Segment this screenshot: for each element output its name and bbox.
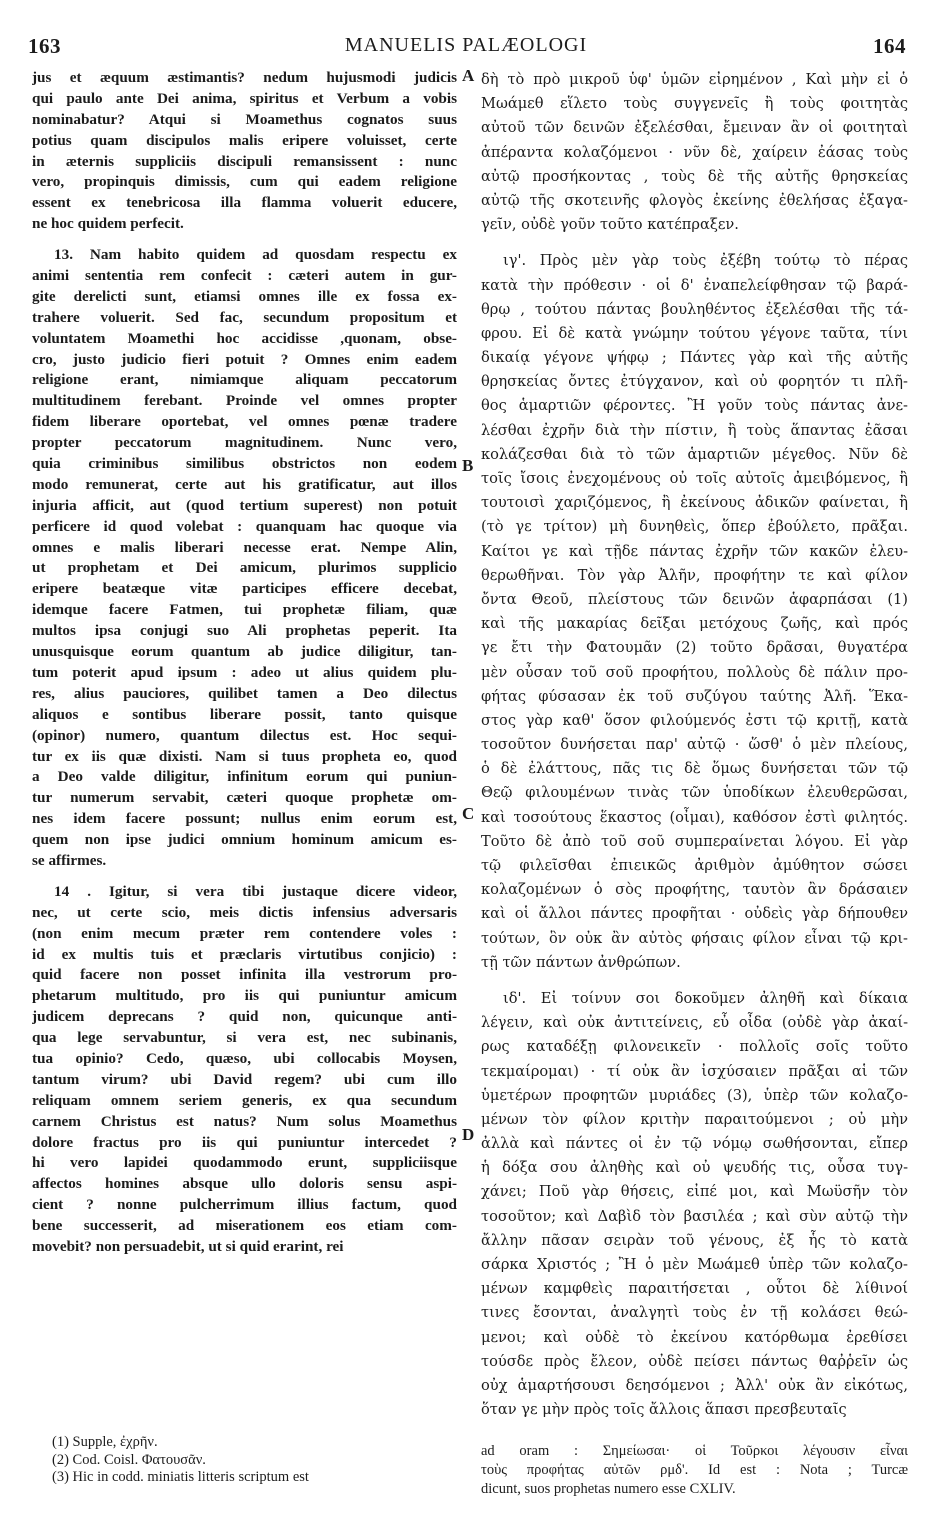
latin-text-line: fidem liberare oportebat, vel omnes pœnæ tradere bbox=[32, 413, 457, 431]
latin-text-line: unusquisque eorum quantum ab judice diligitur, tan- bbox=[32, 643, 457, 661]
greek-text-line: αὐτῷ προσήκοντας , τοὺς δὲ τῆς αὐτῆς θρησκείας bbox=[481, 167, 908, 185]
margin-letter-b: B bbox=[462, 456, 474, 475]
greek-text-line: μὲν οὖσαν τοῦ σοῦ προφήτου, πολλοὺς δὲ πάλιν προ- bbox=[481, 663, 908, 681]
latin-text-line: hi vero lapidei quodammodo erunt, suppliciisque bbox=[32, 1154, 457, 1172]
latin-text-line: eripere beatæque vitæ participes efficere decebat, bbox=[32, 580, 457, 598]
greek-text-line: στος γὰρ καθ' ὅσον φιλούμενός ἐστι τῷ κριτῇ, κατὰ bbox=[481, 711, 908, 729]
greek-text-line: χάνει; Ποῦ γὰρ θήσεις, εἰπέ μοι, καὶ Μωϋσῆν τὸν bbox=[481, 1183, 908, 1201]
latin-text-line: tua opinio? Cedo, quæso, ubi collocabis Moysen, bbox=[32, 1049, 457, 1067]
latin-text-line: judicem deprecans ? quid non, quicunque anti- bbox=[32, 1008, 457, 1026]
footnote: (3) Hic in codd. miniatis litteris scriptum est bbox=[52, 1469, 309, 1485]
running-title: MANUELIS PALÆOLOGI bbox=[344, 34, 588, 56]
marginal-note bbox=[481, 1442, 908, 1499]
latin-text-line: 14 . Igitur, si vera tibi justaque dicere videor, bbox=[54, 882, 457, 900]
latin-text-line: bene successerit, ad miserationem eos etiam com- bbox=[32, 1217, 457, 1235]
greek-text-line: τουτοισὶ χαριζόμενος, ἢ ἐκείνους ἀδικῶν φαίνεται, ἢ bbox=[481, 494, 908, 512]
greek-text-line: κολάζεσθαι διὰ τὸ τῶν ἁμαρτιῶν μέγεθος. Νῦν δὲ bbox=[481, 445, 908, 463]
greek-text-line: ἡ δόξα σου ἀληθὴς καὶ οὐ ψευδής τις, οὖσα τυγ- bbox=[481, 1159, 908, 1177]
greek-text-line: τοῖς ἴσοις ἐνεχομένους οὐ τοῖς αὐτοῖς ἀμειβόμενος, ἢ bbox=[481, 470, 908, 487]
greek-text-line: τοσοῦτον; καὶ Δαβὶδ τὸν βασιλέα ; καὶ σὺν αὐτῷ τὴν bbox=[481, 1207, 908, 1225]
latin-text-line: in æternis suppliciis discipuli remansissent : nunc bbox=[32, 152, 457, 170]
paragraph-gap bbox=[481, 975, 908, 987]
latin-text-line: idemque facere Fatmen, tui prophetæ filiam, quæ bbox=[32, 601, 457, 619]
footnotes bbox=[52, 1434, 309, 1487]
latin-text-line: cient ? nonne pulcherrimum illius factum, quod bbox=[32, 1196, 457, 1214]
greek-text-line: (τὸ γε τρίτον) μὴ δυνηθεὶς, ὅπερ ἐβούλετο, πρᾶξαι. bbox=[481, 518, 908, 536]
latin-text-line: cro, justo judicio fieri potuit ? Omnes enim eadem bbox=[32, 350, 457, 368]
latin-text-line: modo remunerat, certe aut his gratificatur, aut illos bbox=[32, 475, 457, 493]
note-line: dicunt, suos prophetas numero esse CXLIV. bbox=[481, 1481, 736, 1497]
greek-text-line: δὴ τὸ πρὸ μικροῦ ὑφ' ὑμῶν εἰρημένον , Καὶ μὴν εἰ ὁ bbox=[481, 71, 908, 88]
greek-text-line: θερωθῆναι. Τὸν γὰρ Ἀλῆν, προφήτην τε καὶ φίλον bbox=[481, 566, 908, 584]
latin-text-line: res, alius pauciores, quilibet tamen a Deo dilectus bbox=[32, 684, 457, 702]
greek-text-line: τινες ἔσονται, ἀναλγητὶ τοὺς ἐν τῇ κολάσει θεώ- bbox=[481, 1304, 908, 1322]
latin-text-line: gite derelicti sunt, etiamsi omnes ille ex fossa ex- bbox=[32, 287, 457, 305]
paragraph-gap bbox=[481, 237, 908, 249]
greek-text-line: ἀλλὰ καὶ πάντες οἱ ἐν τῷ νόμῳ σωθήσονται, εἴπερ bbox=[481, 1135, 908, 1153]
greek-text-line: οὐχ ἁμαρτήσουσι δεησόμενοι ; Ἀλλ' οὐκ ἂν εἰκότως, bbox=[481, 1376, 908, 1394]
greek-text-line: σάρκα Χριστός ; Ἢ ὁ μὲν Μωάμεθ ὑπὲρ τῶν κολαζο- bbox=[481, 1256, 908, 1273]
latin-text-line: reliquam omnem seriem generis, ex qua secundum bbox=[32, 1091, 457, 1109]
latin-text-line: jus et æquum æstimantis? nedum hujusmodi judicis bbox=[32, 69, 457, 86]
greek-text-line: δικαίᾳ γέγονε ψήφῳ ; Πάντες γὰρ καὶ τῆς αὐτῆς bbox=[481, 349, 908, 367]
greek-text-line: καὶ οἱ ἄλλοι πάντες προφῆται · οὐδεὶς γὰρ δήπουθεν bbox=[481, 905, 908, 923]
latin-text-line: quid facere non posset infinita illa vestrorum pro- bbox=[32, 966, 457, 984]
greek-column bbox=[481, 68, 908, 1422]
latin-text-line: religione erant, nimiamque aliquam peccatorum bbox=[32, 371, 457, 389]
latin-text-line: tantum virum? ubi David regem? ubi cum illo bbox=[32, 1070, 457, 1088]
latin-text-line: multos ipsa conjugi suo Ali prophetas peperit. Ita bbox=[32, 622, 457, 640]
latin-text-line: quem non ipse judici omnium hominum amicum es- bbox=[32, 831, 457, 849]
greek-text-line: θρῳ , τούτου πάντας βουληθέντος ἐξελέσθαι τῆς τά- bbox=[481, 300, 908, 318]
greek-text-line: θρησκείας ὄντες ἐτύγχανον, καὶ οὐ φορητόν τι πλῆ- bbox=[481, 373, 908, 391]
greek-text-line: μένων καμφθεὶς παραιτήσεται , οὗτοι δὲ λίθινοί bbox=[481, 1280, 908, 1298]
latin-text-line: aliquos e sontibus liberare possit, tanto quisque bbox=[32, 705, 457, 723]
greek-text-line: λέγειν, καὶ οὐκ ἀντιτείνεις, εὖ οἶδα (οὐδὲ γὰρ ἀκαί- bbox=[481, 1014, 908, 1032]
latin-text-line: voluntatem Moamethi hoc accidisse ,quonam, obse- bbox=[32, 329, 457, 347]
latin-text-line: animi sententia rem confecit : cæteri autem in gur- bbox=[32, 267, 457, 285]
greek-text-line: ὄντα Θεοῦ, πλείστους τῶν δεινῶν ἁφαρπάσαι (1) bbox=[481, 590, 908, 608]
latin-text-line: injuria afficit, aut (quod tertium superest) non potuit bbox=[32, 496, 457, 514]
greek-text-line: Καίτοι γε καὶ τῇδε πάντας ἐχρῆν τῶν κακῶν ἐλευ- bbox=[481, 542, 908, 560]
footnote: (2) Cod. Coisl. Φατουσᾶν. bbox=[52, 1451, 206, 1468]
page-number-left: 163 bbox=[28, 34, 61, 58]
latin-text-line: qua lege servabuntur, si vera est, nec subinanis, bbox=[32, 1029, 457, 1047]
greek-text-line: ιγ'. Πρὸς μὲν γὰρ τοὺς ἐξέβη τούτῳ τὸ πέρας bbox=[503, 252, 908, 270]
greek-text-line: αὐτοῦ τῶν δεινῶν ἐξελέσθαι, ἔμειναν ἂν οἱ φοιτηταὶ bbox=[481, 119, 908, 137]
note-line: ad oram : Σημείωσαι· οἱ Τοῦρκοι λέγουσιν εἶναι bbox=[481, 1443, 908, 1459]
footnote: (1) Supple, ἐχρῆν. bbox=[52, 1434, 158, 1450]
greek-text-line: τούτων, ὃν οὐκ ἂν αὐτὸς φήσαις φίλον εἶναι τῷ κρι- bbox=[481, 929, 908, 947]
greek-text-line: Μωάμεθ εἵλετο τοὺς συγγενεῖς ἢ τοὺς φοιτητὰς bbox=[481, 95, 908, 113]
note-line: τοὺς προφήτας αὐτῶν ρμδ'. Id est : Nota ; Turcæ bbox=[481, 1462, 908, 1478]
greek-text-line: θος ἁμαρτιῶν φέροντες. Ἢ γοῦν τοὺς πάντας ἀνε- bbox=[481, 397, 908, 415]
greek-text-line: Θεῷ φιλουμένων τινὰς τῶν ὑποδίκων ἐλευθερῶσαι, bbox=[481, 784, 908, 802]
greek-text-line: ρως καταδέξῃ φιλονεικεῖν · πολλοῖς σοῖς τοῦτο bbox=[481, 1038, 908, 1056]
greek-text-line: φρου. Εἰ δὲ κατὰ γνώμην τούτου γέγονε ταῦτα, τίνι bbox=[481, 324, 908, 342]
latin-text-line: perficere id quod volebat : quanquam hac quoque via bbox=[32, 517, 457, 535]
greek-text-line: ἄλλην πᾶσαν σειρὰν τοῦ γένους, ἐξ ἧς τὸ κατὰ bbox=[481, 1231, 908, 1249]
latin-text-line: vero, propinquis dimissis, cum qui eadem religione bbox=[32, 173, 457, 191]
greek-text-line: τούσδε πρὸς ἔλεον, οὐδὲ πείσει πάντως θαῤῥεῖν ὡς bbox=[481, 1352, 908, 1370]
greek-text-line: τοσοῦτον δυνήσεται παρ' αὐτῷ · ὥσθ' ὁ μὲν πλείους, bbox=[481, 736, 908, 754]
latin-text-line: carnem Christus est natus? Num solus Moamethus bbox=[32, 1112, 457, 1130]
greek-text-line: ιδ'. Εἰ τοίνυν σοι δοκοῦμεν ἀληθῆ καὶ δίκαια bbox=[503, 989, 908, 1007]
latin-text-line: ne hoc quidem perfecit. bbox=[32, 215, 184, 233]
latin-text-line: propter peccatorum magnitudinem. Nunc vero, bbox=[32, 434, 457, 452]
greek-text-line: αὐτῷ τῆς σκοτεινῆς φλογὸς ἐκείνης ἐθελήσας ἐξαγα- bbox=[481, 191, 908, 209]
latin-text-line: ut prophetam et Dei amicum, plurimos supplicio bbox=[32, 559, 457, 577]
latin-text-line: tum poterit apud ipsum : adeo ut alius quidem plu- bbox=[32, 663, 457, 681]
greek-text-line: καὶ τοσούτους ἕκαστος (οἶμαι), καθόσον ἐστὶ φιλητός. bbox=[481, 808, 908, 826]
greek-text-line: κατὰ τὴν πρόθεσιν · οἱ δ' ἐναπελείφθησαν τῷ βαρά- bbox=[481, 276, 908, 294]
greek-text-line: ἀπέραντα κολαζόμενοι · νῦν δὲ, χαίρειν ἐάσας τοὺς bbox=[481, 143, 908, 161]
margin-letter-a: A bbox=[462, 66, 475, 85]
latin-text-line: nominabatur? Atqui si Moamethus cognatos suus bbox=[32, 110, 457, 128]
latin-text-line: potius quam discipulos malis eripere voluisset, certe bbox=[32, 131, 457, 149]
latin-text-line: (opinor) numero, quantum dilectus est. Hoc sequi- bbox=[32, 726, 457, 744]
latin-text-line: nec, ut certe scio, meis dictis infensius adversaris bbox=[32, 903, 457, 921]
latin-text-line: phetarum multitudo, pro iis qui puniuntur amicum bbox=[32, 987, 457, 1005]
page-number-right: 164 bbox=[873, 34, 906, 58]
greek-text-line: μένων τὸν φίλον κριτὴν παραιτούμενοι ; οὐ μὴν bbox=[481, 1110, 908, 1128]
greek-text-line: κολαζομένων ὁ σὸς προφήτης, ταυτὸν ἂν δράσαιεν bbox=[481, 881, 908, 899]
greek-text-line: καὶ τῆς μακαρίας δεῖξαι μετόχους ζωῆς, καὶ πρός bbox=[481, 615, 908, 633]
greek-text-line: φήτας φύσασαν ἐκ τοῦ συζύγου ταύτης Ἀλῆ. Ἕκα- bbox=[481, 687, 908, 705]
latin-text-line: se affirmes. bbox=[32, 851, 107, 869]
latin-text-line: tur numerum servabit, cæteri quoque prophetæ om- bbox=[32, 789, 457, 807]
greek-text-line: ὑμετέρων προφητῶν μυριάδες (3), ὑπὲρ τῶν κολαζο- bbox=[481, 1086, 908, 1104]
latin-column bbox=[32, 68, 457, 1258]
greek-text-line: Τοῦτο δὲ ἀπὸ τοῦ σοῦ συμπεραίνεται λόγου. Εἰ γὰρ bbox=[481, 832, 908, 850]
paragraph-gap bbox=[32, 872, 457, 882]
paragraph-gap bbox=[32, 235, 457, 245]
greek-text-line: ὅταν γε μὴν πρὸς τοῖς ἄλλοις ἅπασι πρεσβευταῖς bbox=[481, 1401, 847, 1419]
latin-text-line: quia criminibus similibus obstrictos non eodem bbox=[32, 455, 457, 473]
margin-letter-d: D bbox=[462, 1125, 475, 1144]
latin-text-line: nes idem facere possunt; nullus enim eorum est, bbox=[32, 810, 457, 828]
latin-text-line: dolore fractus pro iis qui puniuntur intercedet ? bbox=[32, 1133, 457, 1151]
latin-text-line: 13. Nam habito quidem ad quosdam respectu ex bbox=[54, 246, 457, 264]
greek-text-line: γεῖν, οὐδὲ γοῦν τοῦτο κατέπραξεν. bbox=[481, 216, 739, 234]
greek-text-line: τῷ φιλεῖσθαι ἐπιεικῶς ἀριθμὸν ἀμύθητον σώσει bbox=[481, 857, 908, 874]
greek-text-line: ὁ δὲ ἐλάττους, πᾶς τις δὲ ὅμως δυνήσεται τῶν τῷ bbox=[481, 760, 908, 778]
latin-text-line: a Deo valde diligitur, infinitum eorum qui puniun- bbox=[32, 768, 457, 786]
margin-letter-c: C bbox=[462, 804, 475, 823]
latin-text-line: affectos homines absque ullo doloris sensu aspi- bbox=[32, 1175, 457, 1193]
latin-text-line: id ex multis tuis et præclaris virtutibus conjicio) : bbox=[32, 945, 457, 963]
greek-text-line: μενοι; καὶ οὐδὲ τὸ ἐκείνου κατόρθωμα ἐρεθίσει bbox=[481, 1328, 908, 1346]
greek-text-line: τῇ τῶν πάντων ἀνθρώπων. bbox=[481, 953, 681, 971]
latin-text-line: essent ex tenebricosa illa flamma voluerit educere, bbox=[32, 194, 457, 212]
latin-text-line: movebit? non persuadebit, ut si quid erarint, rei bbox=[32, 1237, 344, 1255]
greek-text-line: γε ἔτι τὴν Φατουμᾶν (2) τοῦτο δρᾶσαι, θυγατέρα bbox=[481, 639, 908, 657]
latin-text-line: tur ex iis quæ dixisti. Nam si tuus propheta eo, quod bbox=[32, 747, 457, 765]
latin-text-line: omnes e malis liberari necesse erat. Nempe Alin, bbox=[32, 538, 457, 556]
greek-text-line: λέσθαι ἐχρῆν διὰ τὴν πίστιν, ἢ τοὺς ἅπαντας ἐᾶσαι bbox=[481, 421, 908, 439]
greek-text-line: τεκμαίρομαι) · τί οὐκ ἂν ἰσχύσαιεν πρᾶξαι αἱ τῶν bbox=[481, 1062, 908, 1080]
latin-text-line: multitudinem ferebant. Proinde vel omnes propter bbox=[32, 392, 457, 410]
latin-text-line: qui paulo ante Dei anima, spiritus et Verbum a vobis bbox=[32, 89, 457, 107]
latin-text-line: trahere voluerit. Sed fac, secundum propositum et bbox=[32, 308, 457, 326]
latin-text-line: (non enim mecum præter rem contendere voles : bbox=[32, 924, 457, 942]
